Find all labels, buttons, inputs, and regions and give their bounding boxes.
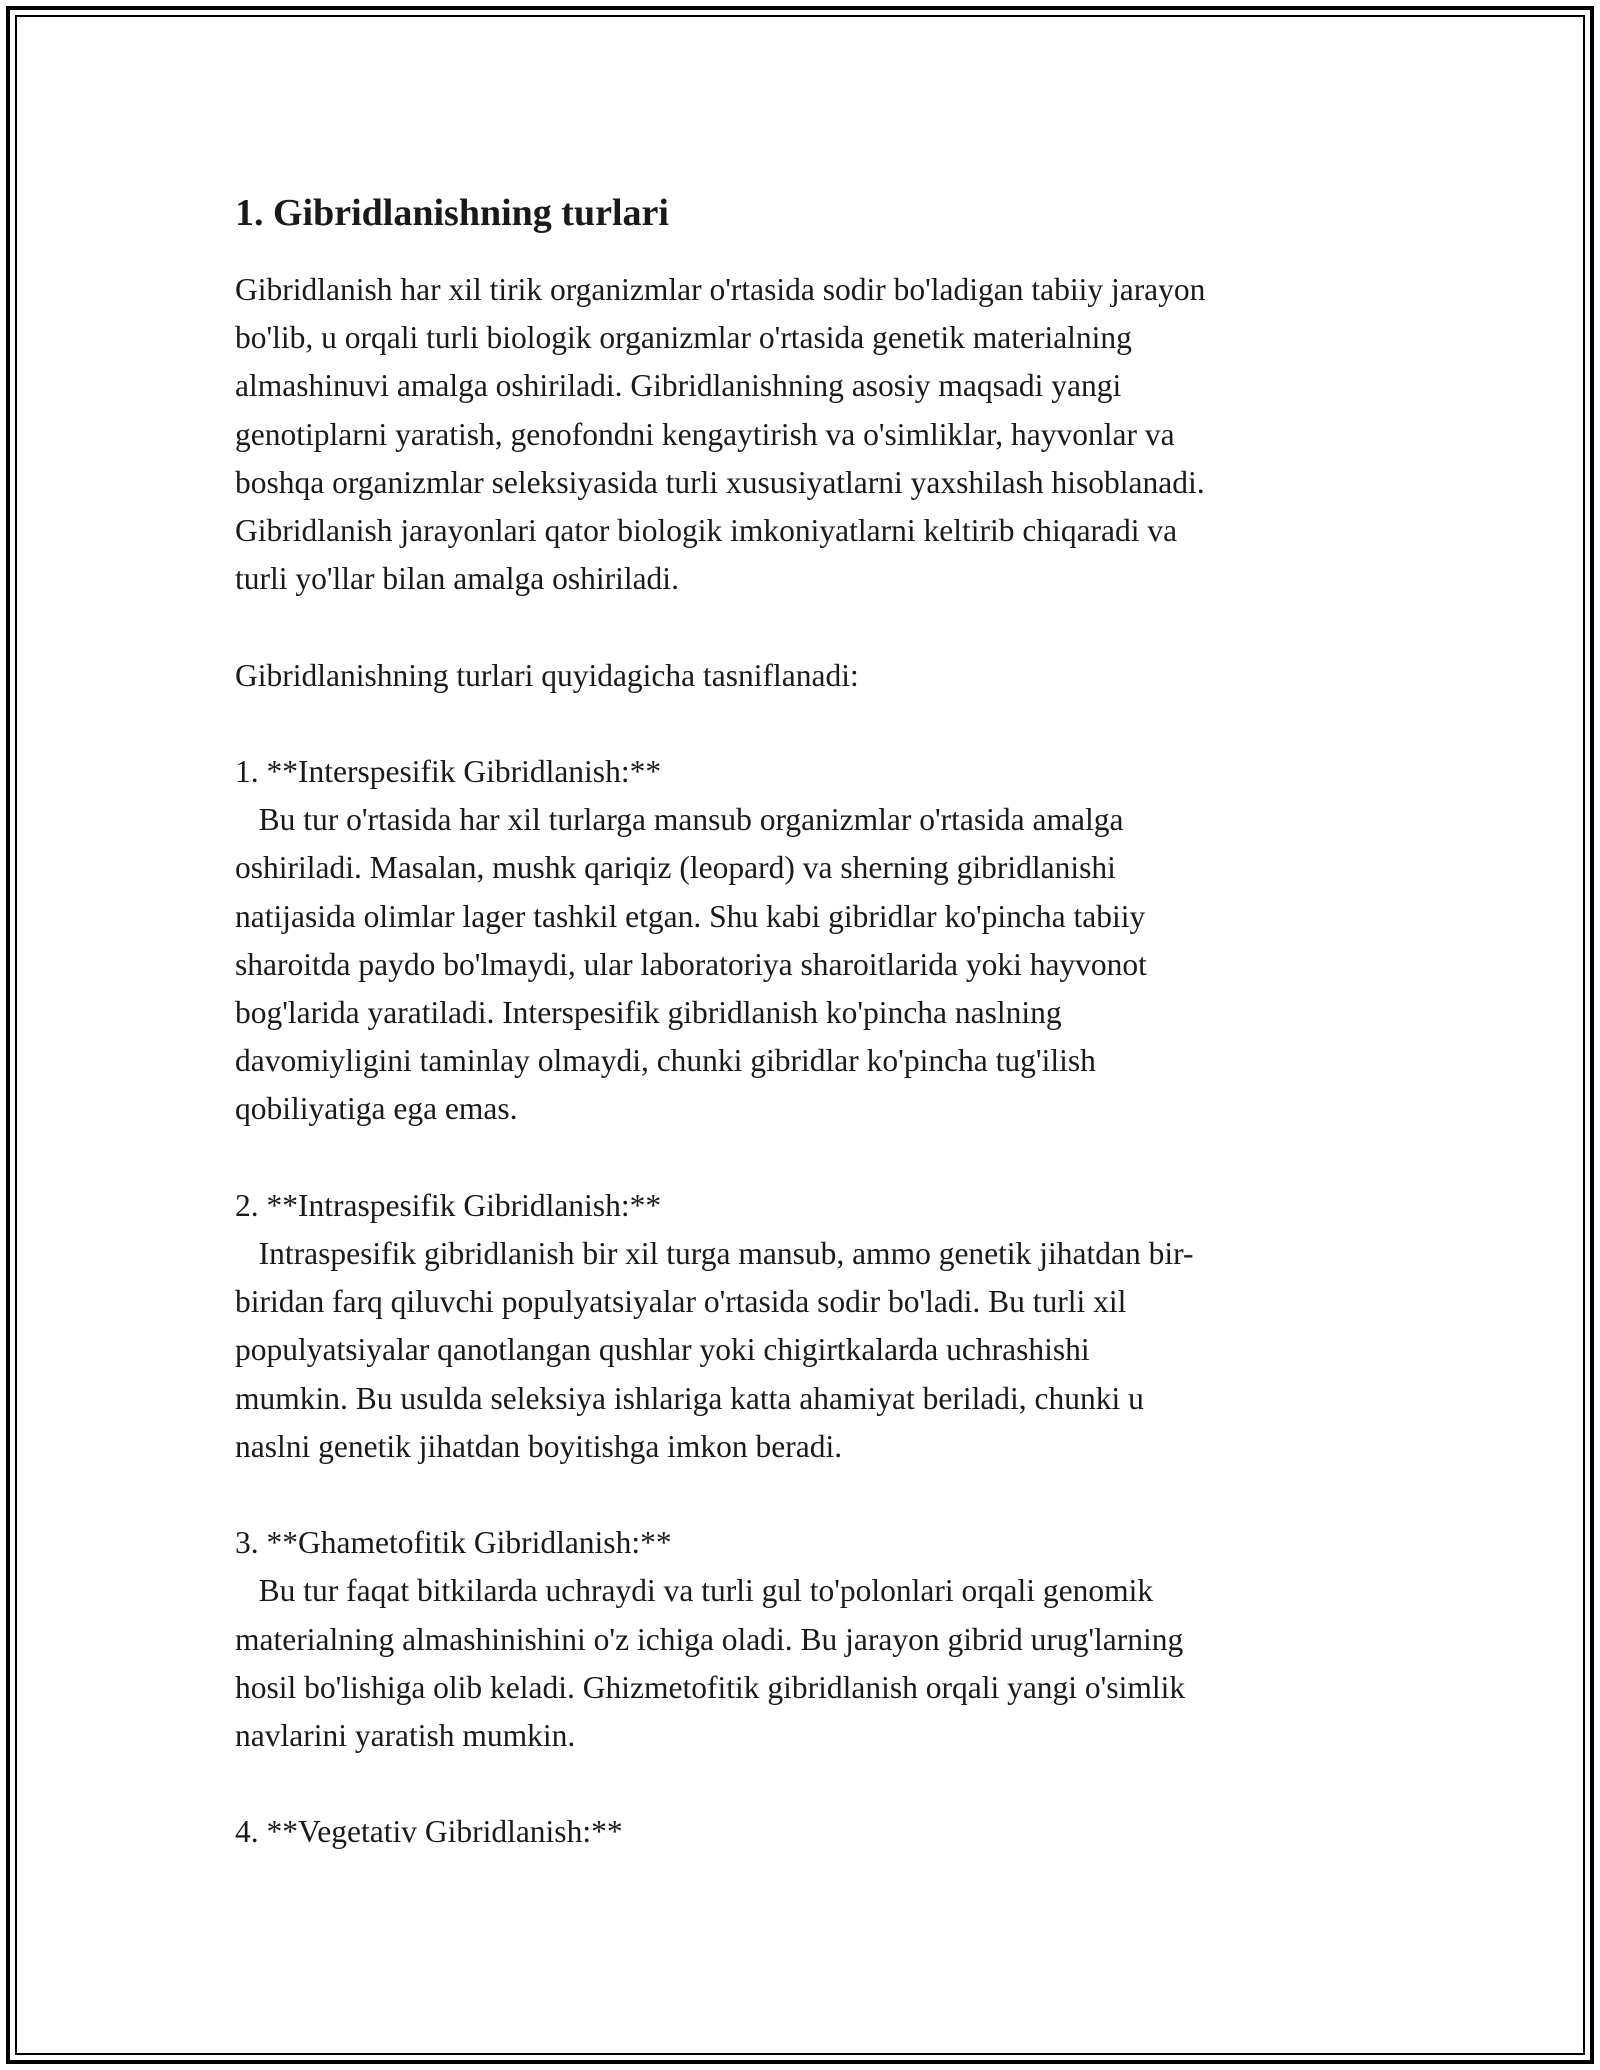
section-2-heading: 2. **Intraspesifik Gibridlanish:** [235, 1187, 662, 1223]
document-body [235, 185, 1395, 1857]
section-3-heading: 3. **Ghametofitik Gibridlanish:** [235, 1525, 672, 1561]
paragraph-spacer [235, 1134, 1395, 1182]
paragraph-spacer [235, 1471, 1395, 1519]
classification-intro: Gibridlanishning turlari quyidagicha tasniflanadi: [235, 657, 859, 693]
section-2-body: Intraspesifik gibridlanish bir xil turga mansub, ammo genetik jihatdan bir- biridan farq qiluvchi populyatsiyalar o'rtasida sodir bo'ladi. Bu turli xil populyatsiyalar qanotlangan qushlar yoki chigirtkalarda uchrashishi mumkin. Bu usulda seleksiya ishlariga katta ahamiyat beriladi, chunki u naslni genetik jihatdan boyitishga imkon beradi. [235, 1236, 1194, 1464]
document-title: 1. Gibridlanishning turlari [235, 192, 669, 234]
section-1-heading: 1. **Interspesifik Gibridlanish:** [235, 754, 662, 789]
paragraph-spacer [235, 700, 1395, 748]
paragraph-spacer [235, 603, 1395, 651]
section-3-body: Bu tur faqat bitkilarda uchraydi va turli gul to'polonlari orqali genomik materialning almashinishini o'z ichiga oladi. Bu jarayon gibrid urug'larning hosil bo'lishiga olib keladi. Ghizmetofitik gibridlanish orqali yangi o'simlik navlarini yaratish mumkin. [235, 1573, 1186, 1754]
intro-paragraph: Gibridlanish har xil tirik organizmlar o'rtasida sodir bo'ladigan tabiiy jarayon bo'lib, u orqali turli biologik organizmlar o'rtasida genetik materialning almashinuvi amalga oshiriladi. Gibridlanishning asosiy maqsadi yangi genotiplarni yaratish, genofondni kengaytirish va o'simliklar, hayvonlar va boshqa organizmlar seleksiyasida turli xususiyatlarni yaxshilash hisoblanadi. Gibridlanish jarayonlari qator biologik imkoniyatlarni keltirib chiqaradi va turli yo'llar bilan amalga oshiriladi. [235, 272, 1206, 597]
paragraph-spacer [235, 1760, 1395, 1808]
section-4-heading: 4. **Vegetativ Gibridlanish:** [235, 1814, 623, 1850]
section-1-body: Bu tur o'rtasida har xil turlarga mansub organizmlar o'rtasida amalga oshiriladi. Masalan, mushk qariqiz (leopard) va sherning gibridlanishi natijasida olimlar lager tashkil etgan. Shu kabi gibridlar ko'pincha tabiiy sharoitda paydo bo'lmaydi, ular laboratoriya sharoitlarida yoki hayvonot bog'larida yaratiladi. Interspesifik gibridlanish ko'pincha naslning davomiyligini taminlay olmaydi, chunki gibridlar ko'pincha tug'ilish qobiliyatiga ega emas. [235, 802, 1147, 1127]
